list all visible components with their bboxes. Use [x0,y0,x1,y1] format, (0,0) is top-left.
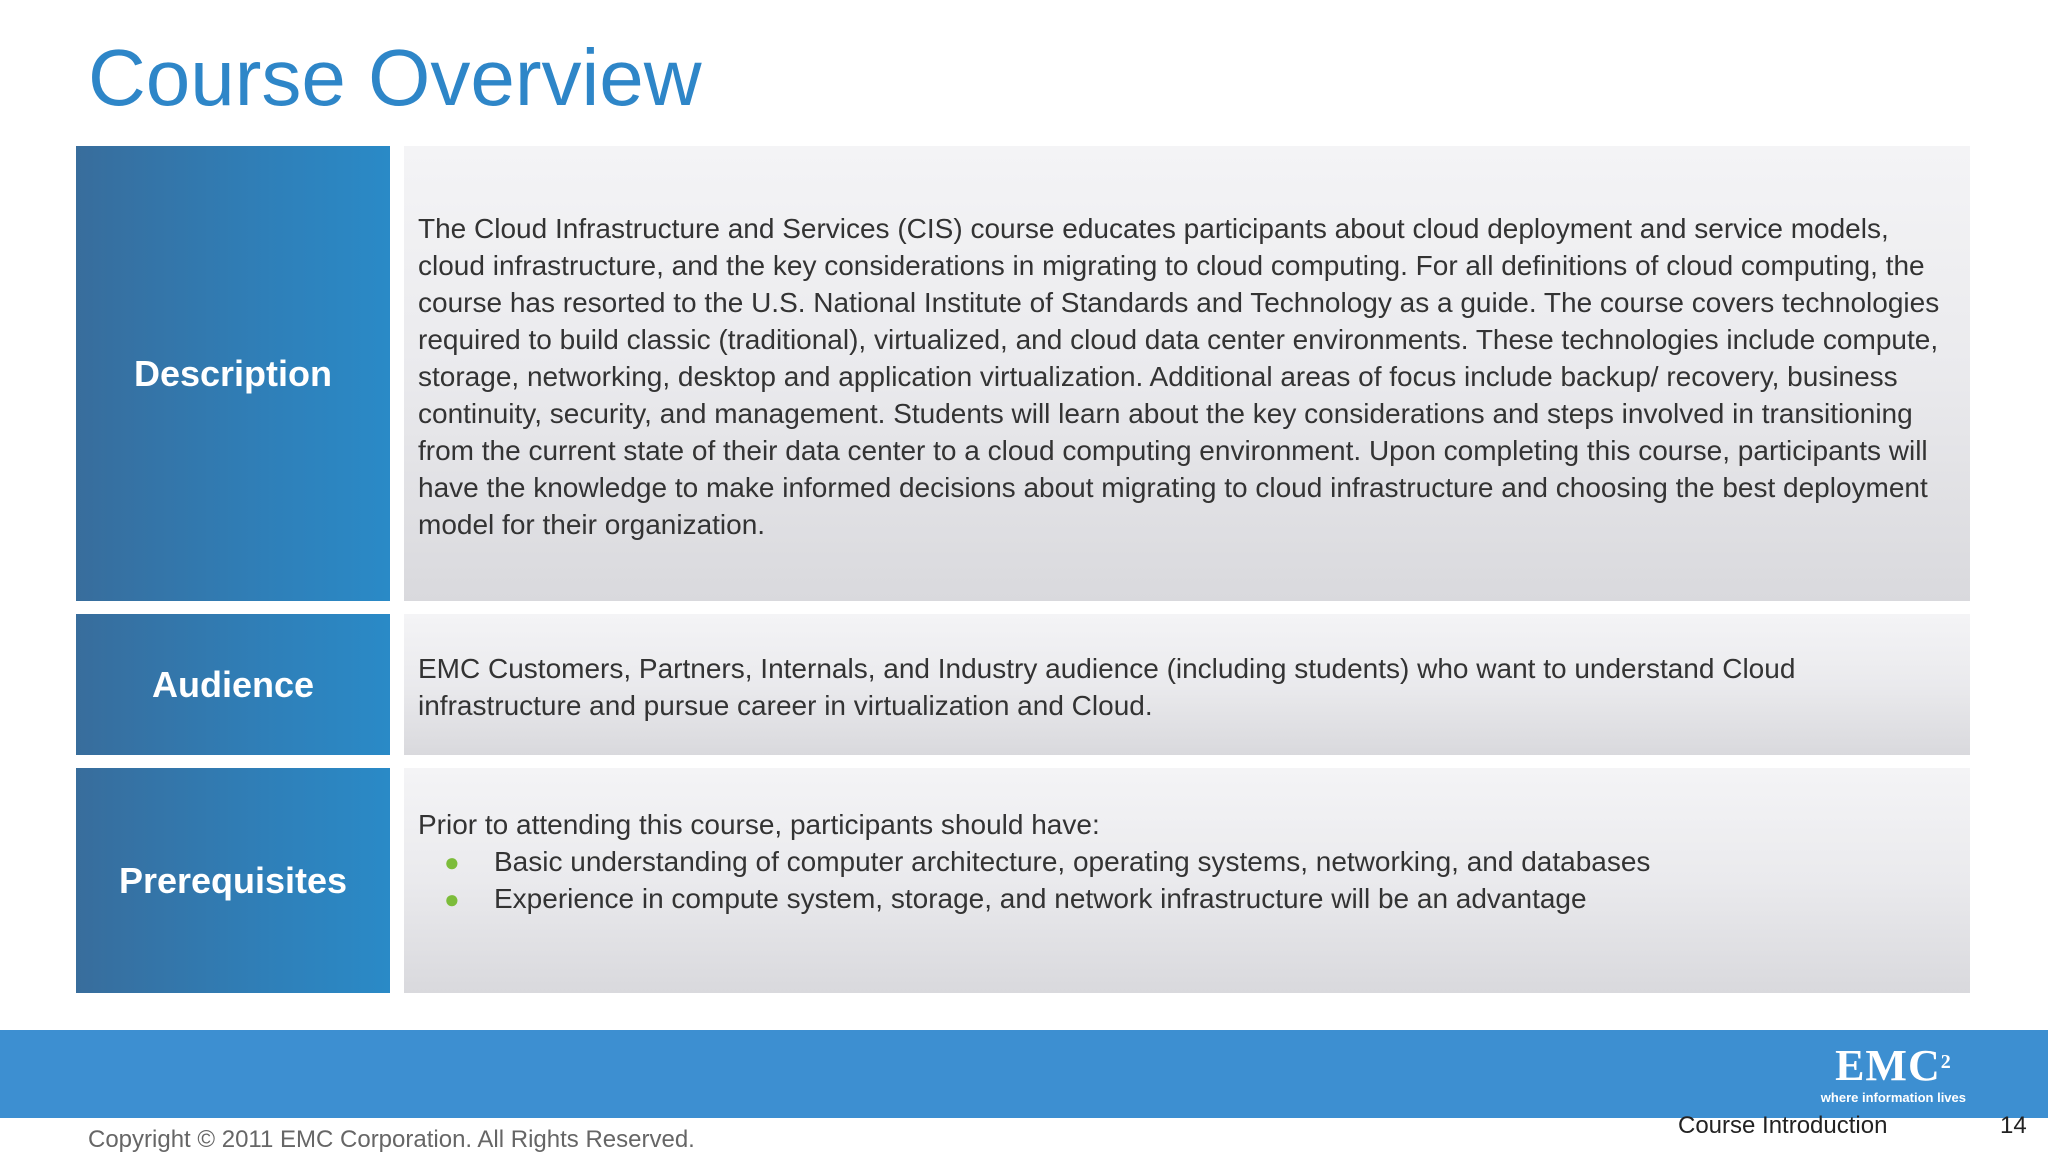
prerequisites-body [418,806,1950,917]
prerequisites-list [418,843,1950,917]
emc-logo-wordmark: EMC$^2$ [1835,1041,1952,1090]
description-label [76,146,390,601]
prerequisites-label-text: Prerequisites [118,859,348,901]
prerequisites-label [76,768,390,993]
section-name: Course Introduction [1678,1112,1888,1139]
audience-label [76,614,390,755]
copyright-notice: Copyright © 2011 EMC Corporation. All Rights Reserved. [88,1126,695,1152]
list-item-text: Basic understanding of computer architecture, operating systems, networking, and databases [494,846,1651,877]
description-label-text: Description [133,352,333,394]
description-content [404,146,1970,601]
audience-label-text: Audience [151,663,315,705]
slide-title: Course Overview [88,33,702,122]
description-text: The Cloud Infrastructure and Services (CIS) course educates participants about cloud deployment and service models, cloud infrastructure, and the key considerations in migrating to cloud computing. For all definitions of cloud computing, the course has resorted to the U.S. National Institute of Standards and Technology as a guide. The course covers technologies required to build classic (traditional), virtualized, and cloud data center environments. These technologies include compute, storage, networking, desktop and application virtualization. Additional areas of focus include backup/ recovery, business continuity, security, and management. Students will learn about the key considerations and steps involved in transitioning from the current state of their data center to a cloud computing environment. Upon completing this course, participants will have the knowledge to make informed decisions about migrating to cloud infrastructure and choosing the best deployment model for their organization. [418,213,1940,540]
bullet-dot-icon: ● [444,884,460,914]
list-item [418,843,1950,880]
audience-text: EMC Customers, Partners, Internals, and Industry audience (including students) who want to understand Cloud infrastructure and pursue career in virtualization and Cloud. [418,653,1796,721]
list-item [418,880,1950,917]
page-number: 14 [2000,1112,2027,1139]
list-item-text: Experience in compute system, storage, and network infrastructure will be an advantage [494,883,1587,914]
prerequisites-content [404,768,1970,993]
bullet-dot-icon: ● [444,847,460,877]
emc-logo-tagline: where information lives [1820,1090,1966,1105]
emc-logo [1820,1041,1966,1106]
audience-content [404,614,1970,755]
prerequisites-intro: Prior to attending this course, participants should have: [418,809,1100,840]
footer-bar [0,1030,2048,1118]
